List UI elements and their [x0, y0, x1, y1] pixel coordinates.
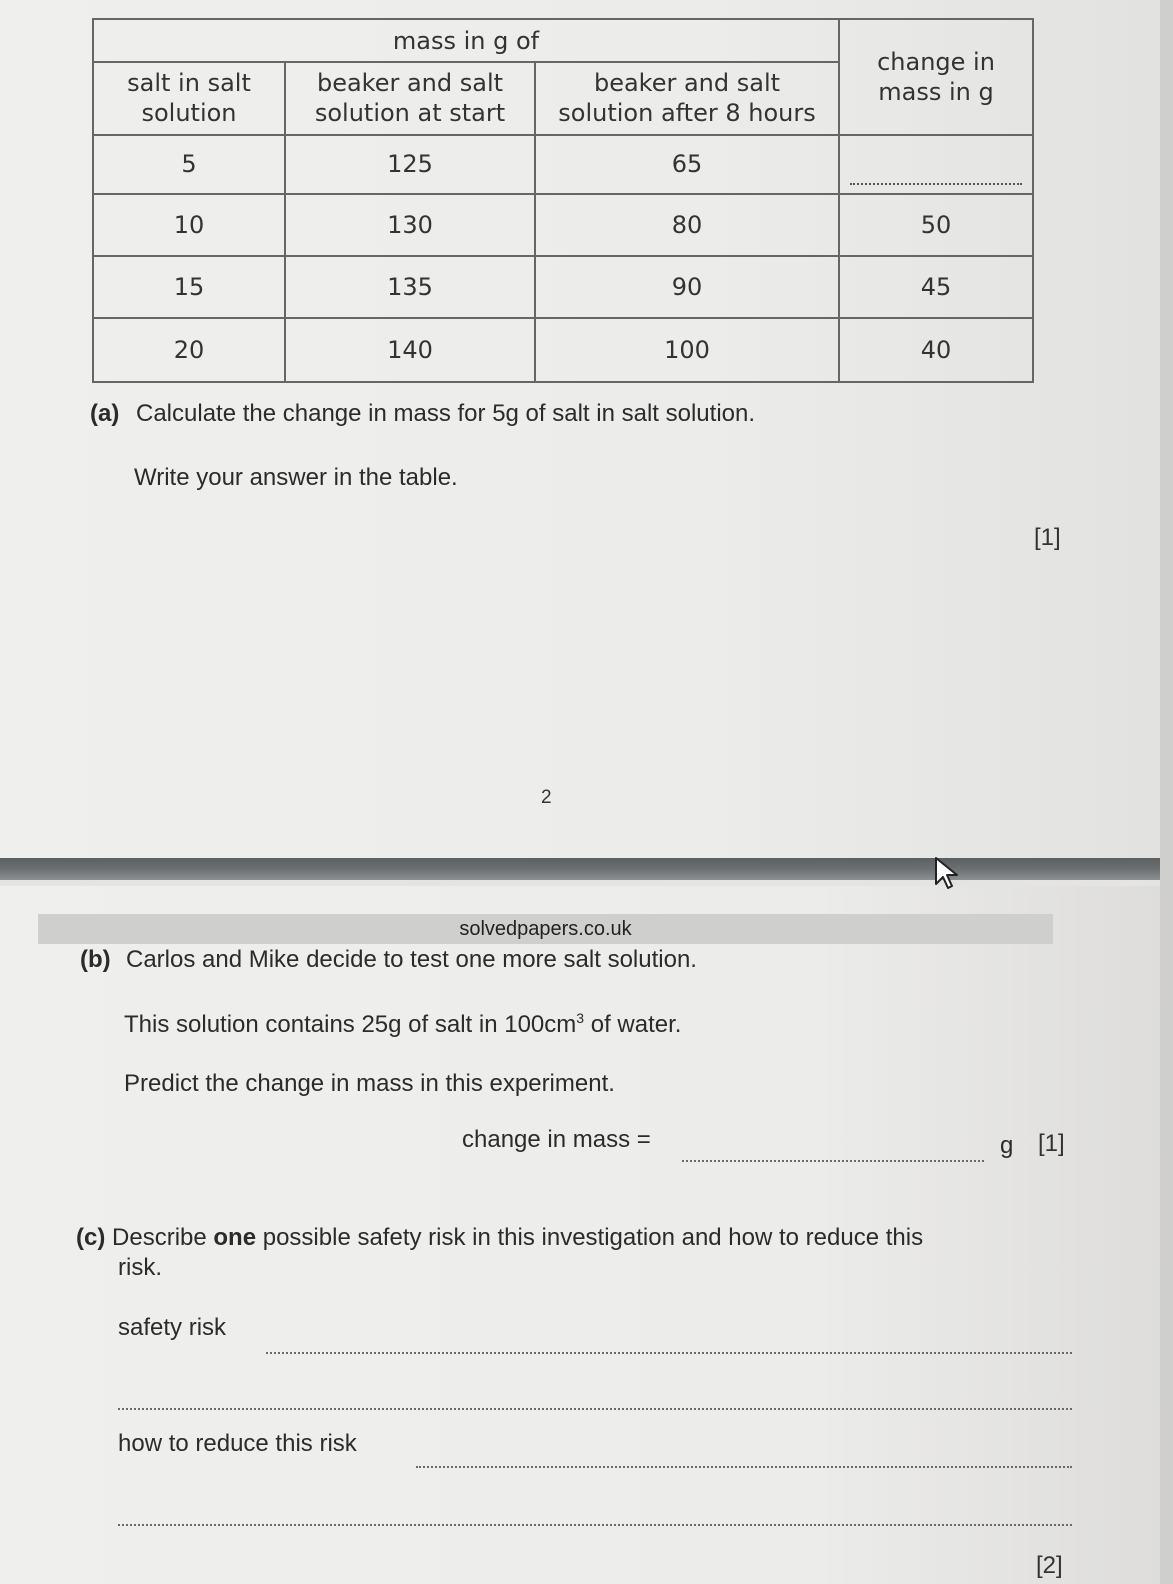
part-b-solution-text: [124, 1010, 681, 1039]
part-c-text-1: Describe: [112, 1224, 214, 1251]
solution-text-end: of water.: [584, 1011, 682, 1038]
answer-cell-change[interactable]: [839, 135, 1033, 195]
part-b-prompt: Predict the change in mass in this experiment.: [124, 1070, 615, 1097]
cell-salt: 15: [93, 256, 285, 318]
unit-g: g: [1000, 1132, 1014, 1159]
safety-risk-answer-line-2[interactable]: [118, 1408, 1072, 1410]
answer-dotted-line: [850, 183, 1022, 185]
col-header-after: beaker and salt solution after 8 hours: [535, 62, 839, 134]
mouse-pointer-icon: [934, 856, 960, 890]
cell-change: 50: [839, 194, 1033, 256]
part-c-marks: [2]: [1036, 1552, 1063, 1579]
cell-salt: 10: [93, 194, 285, 256]
site-banner: solvedpapers.co.uk: [38, 914, 1053, 944]
part-a-question: Calculate the change in mass for 5g of salt in salt solution.: [136, 400, 756, 427]
part-b-label: (b): [80, 946, 111, 973]
cell-change: 45: [839, 256, 1033, 318]
cell-change: 40: [839, 318, 1033, 382]
cell-after: 100: [535, 318, 839, 382]
page-divider: [0, 858, 1173, 880]
part-b-marks: [1]: [1038, 1130, 1065, 1157]
table-row: [93, 256, 1033, 318]
results-table: [92, 18, 1034, 383]
part-c-emphasis: one: [213, 1224, 257, 1251]
cell-after: 80: [535, 194, 839, 256]
part-c-text-2: possible safety risk in this investigation and how to reduce this: [256, 1224, 924, 1251]
change-in-mass-label: change in mass =: [462, 1126, 651, 1153]
cell-start: 135: [285, 256, 535, 318]
screen-edge: [1160, 0, 1173, 1584]
table-group-header-row: [93, 19, 1033, 62]
safety-risk-answer-line[interactable]: [266, 1352, 1072, 1354]
part-c-label: (c): [76, 1224, 106, 1251]
col-header-change: change in mass in g: [839, 19, 1033, 135]
part-b-intro: Carlos and Mike decide to test one more salt solution.: [126, 946, 697, 973]
cell-start: 130: [285, 194, 535, 256]
col-header-start: beaker and salt solution at start: [285, 62, 535, 134]
change-in-mass-answer-line[interactable]: [682, 1160, 984, 1162]
reduce-risk-answer-line[interactable]: [416, 1466, 1072, 1468]
cell-start: 140: [285, 318, 535, 382]
cell-start: 125: [285, 135, 535, 195]
cell-salt: 20: [93, 318, 285, 382]
part-c-question: [76, 1224, 1056, 1252]
part-a-marks: [1]: [1034, 524, 1061, 551]
table-row: [93, 194, 1033, 256]
solution-text-main: This solution contains 25g of salt in 100cm: [124, 1011, 577, 1038]
cell-after: 65: [535, 135, 839, 195]
part-a-label: (a): [90, 400, 120, 427]
cell-salt: 5: [93, 135, 285, 195]
cubic-superscript: 3: [576, 1010, 585, 1026]
part-a-instruction: Write your answer in the table.: [134, 464, 458, 491]
table-row: [93, 318, 1033, 382]
group-header: mass in g of: [93, 19, 839, 62]
page-number: 2: [541, 787, 552, 808]
reduce-risk-answer-line-2[interactable]: [118, 1524, 1072, 1526]
reduce-risk-label: how to reduce this risk: [118, 1430, 357, 1457]
cell-after: 90: [535, 256, 839, 318]
safety-risk-label: safety risk: [118, 1314, 227, 1341]
col-header-salt: salt in salt solution: [93, 62, 285, 134]
part-c-text-3: risk.: [118, 1254, 162, 1281]
table-row: [93, 135, 1033, 195]
